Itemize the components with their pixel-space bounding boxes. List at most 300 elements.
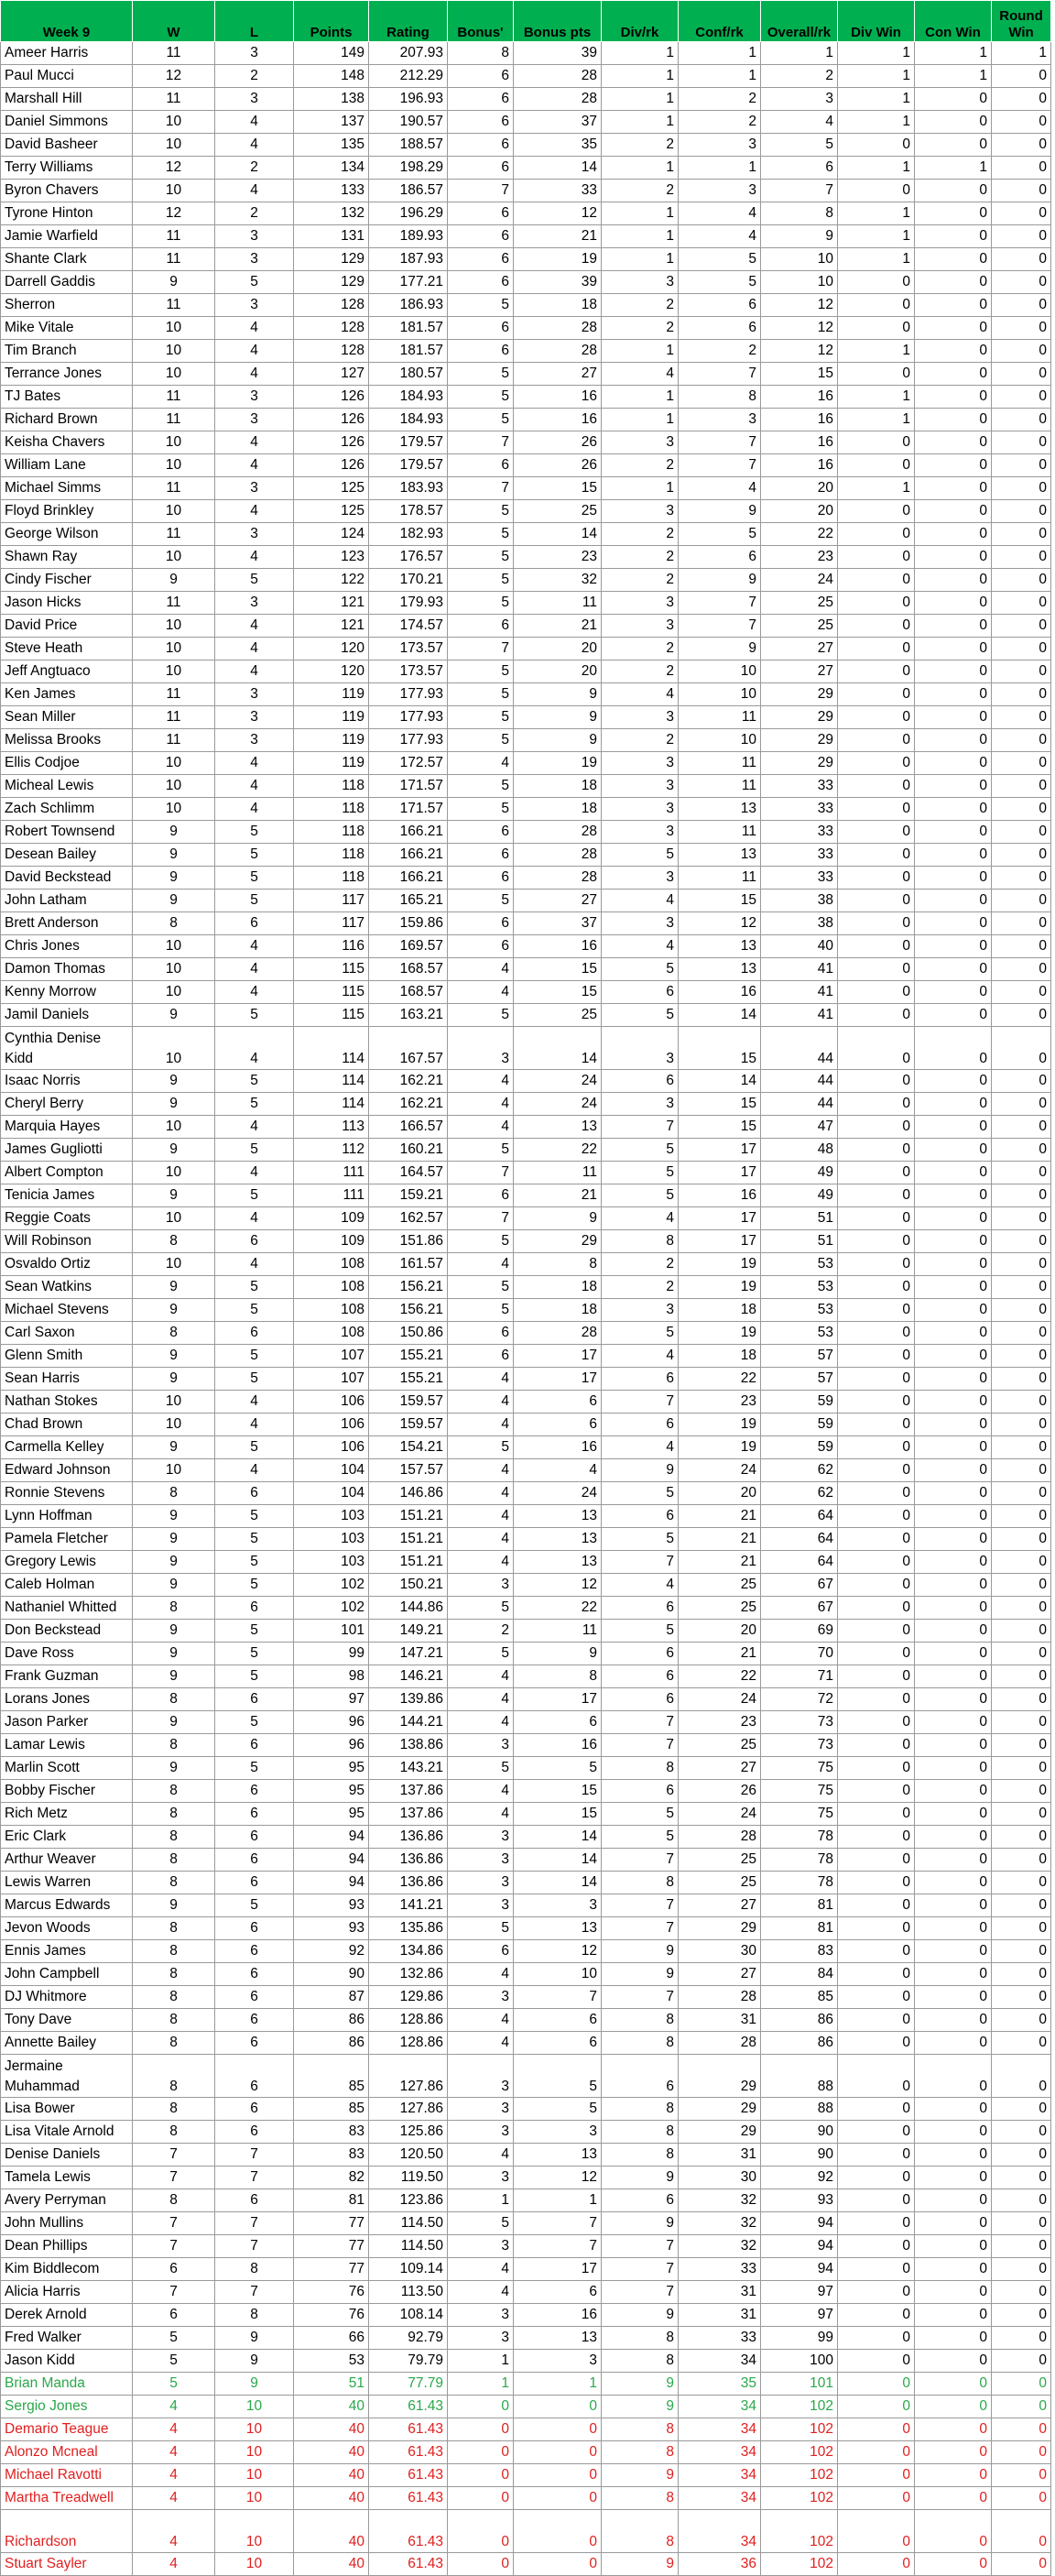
points-cell: 111 [294,1184,369,1207]
div-win-cell: 0 [838,2327,915,2350]
bonus-pts-cell: 11 [514,592,602,615]
bonus-pts-cell: 25 [514,1004,602,1027]
player-name-cell: Eric Clark [1,1826,133,1849]
round-win-cell: 0 [992,1849,1051,1872]
w-cell: 8 [133,2055,215,2098]
player-name-cell: Lorans Jones [1,1688,133,1711]
bonus-pts-cell: 22 [514,1139,602,1162]
div-win-cell: 0 [838,592,915,615]
div-win-cell: 0 [838,2464,915,2487]
player-name-cell: Ameer Harris [1,42,133,65]
rating-cell: 162.21 [369,1093,448,1116]
points-cell: 119 [294,752,369,775]
l-cell: 9 [215,2350,294,2373]
conf-rank-cell: 29 [679,2098,761,2121]
overall-rank-cell: 101 [761,2373,838,2396]
bonus-count-cell: 3 [448,2121,514,2144]
player-name-cell: Tenicia James [1,1184,133,1207]
l-cell: 5 [215,867,294,890]
div-win-cell: 1 [838,111,915,134]
div-win-cell: 1 [838,340,915,363]
conf-rank-cell: 2 [679,88,761,111]
div-win-cell: 0 [838,1276,915,1299]
round-win-cell: 0 [992,409,1051,431]
div-rank-cell: 9 [602,2304,679,2327]
div-rank-cell: 4 [602,935,679,958]
header-week: Week 9 [1,1,133,42]
round-win-cell: 0 [992,706,1051,729]
player-name-cell: Melissa Brooks [1,729,133,752]
points-cell: 94 [294,1826,369,1849]
div-win-cell: 0 [838,317,915,340]
overall-rank-cell: 33 [761,821,838,844]
bonus-count-cell: 6 [448,88,514,111]
l-cell: 5 [215,1436,294,1459]
div-win-cell: 0 [838,821,915,844]
bonus-count-cell: 7 [448,1162,514,1184]
con-win-cell: 0 [915,294,992,317]
round-win-cell: 0 [992,1734,1051,1757]
overall-rank-cell: 12 [761,317,838,340]
div-rank-cell: 7 [602,1551,679,1574]
con-win-cell: 0 [915,1322,992,1345]
bonus-pts-cell: 17 [514,1345,602,1368]
bonus-pts-cell: 6 [514,2281,602,2304]
player-name-cell: Derek Arnold [1,2304,133,2327]
div-win-cell: 0 [838,2396,915,2418]
bonus-count-cell: 4 [448,1482,514,1505]
l-cell: 10 [215,2510,294,2553]
round-win-cell: 0 [992,660,1051,683]
table-row [1,821,1051,844]
div-win-cell: 0 [838,2441,915,2464]
points-cell: 128 [294,294,369,317]
bonus-count-cell: 0 [448,2553,514,2576]
conf-rank-cell: 32 [679,2212,761,2235]
l-cell: 10 [215,2487,294,2510]
con-win-cell: 0 [915,1391,992,1414]
bonus-count-cell: 5 [448,546,514,569]
bonus-count-cell: 6 [448,821,514,844]
con-win-cell: 0 [915,1162,992,1184]
l-cell: 5 [215,1665,294,1688]
con-win-cell: 0 [915,2258,992,2281]
round-win-cell: 0 [992,2212,1051,2235]
div-win-cell: 0 [838,294,915,317]
round-win-cell: 0 [992,2441,1051,2464]
points-cell: 129 [294,271,369,294]
con-win-cell: 0 [915,363,992,386]
conf-rank-cell: 15 [679,1116,761,1139]
bonus-count-cell: 5 [448,1230,514,1253]
rating-cell: 166.57 [369,1116,448,1139]
round-win-cell: 0 [992,1597,1051,1620]
table-row [1,2189,1051,2212]
bonus-pts-cell: 19 [514,248,602,271]
con-win-cell: 0 [915,1986,992,2009]
header-con-win: Con Win [915,1,992,42]
overall-rank-cell: 53 [761,1276,838,1299]
div-win-cell: 0 [838,2189,915,2212]
div-win-cell: 0 [838,1345,915,1368]
bonus-pts-cell: 1 [514,2189,602,2212]
conf-rank-cell: 24 [679,1459,761,1482]
div-rank-cell: 8 [602,2350,679,2373]
overall-rank-cell: 23 [761,546,838,569]
l-cell: 6 [215,1917,294,1940]
div-rank-cell: 8 [602,2121,679,2144]
overall-rank-cell: 5 [761,134,838,157]
bonus-pts-cell: 14 [514,1872,602,1894]
div-win-cell: 1 [838,477,915,500]
round-win-cell: 0 [992,1459,1051,1482]
div-win-cell: 0 [838,1391,915,1414]
w-cell: 9 [133,1004,215,1027]
w-cell: 9 [133,1070,215,1093]
overall-rank-cell: 78 [761,1872,838,1894]
div-rank-cell: 3 [602,798,679,821]
conf-rank-cell: 32 [679,2189,761,2212]
overall-rank-cell: 90 [761,2144,838,2167]
w-cell: 9 [133,1757,215,1780]
bonus-count-cell: 3 [448,1734,514,1757]
round-win-cell: 0 [992,958,1051,981]
player-name-cell: Albert Compton [1,1162,133,1184]
bonus-count-cell: 4 [448,1665,514,1688]
div-win-cell: 0 [838,844,915,867]
bonus-pts-cell: 19 [514,752,602,775]
bonus-pts-cell: 4 [514,1459,602,1482]
round-win-cell: 0 [992,1574,1051,1597]
overall-rank-cell: 81 [761,1894,838,1917]
player-name-cell: William Lane [1,454,133,477]
con-win-cell: 0 [915,890,992,912]
div-win-cell: 0 [838,363,915,386]
rating-cell: 170.21 [369,569,448,592]
overall-rank-cell: 97 [761,2304,838,2327]
con-win-cell: 0 [915,386,992,409]
con-win-cell: 0 [915,1093,992,1116]
points-cell: 120 [294,638,369,660]
bonus-pts-cell: 15 [514,981,602,1004]
points-cell: 76 [294,2304,369,2327]
l-cell: 4 [215,454,294,477]
points-cell: 126 [294,386,369,409]
overall-rank-cell: 78 [761,1849,838,1872]
header-bonus-count: Bonus' [448,1,514,42]
rating-cell: 161.57 [369,1253,448,1276]
w-cell: 7 [133,2235,215,2258]
rating-cell: 61.43 [369,2553,448,2576]
table-row [1,2418,1051,2441]
overall-rank-cell: 7 [761,180,838,202]
overall-rank-cell: 20 [761,477,838,500]
overall-rank-cell: 41 [761,1004,838,1027]
w-cell: 10 [133,546,215,569]
round-win-cell: 0 [992,775,1051,798]
con-win-cell: 0 [915,958,992,981]
table-row [1,88,1051,111]
con-win-cell: 0 [915,1414,992,1436]
points-cell: 108 [294,1299,369,1322]
div-rank-cell: 6 [602,1070,679,1093]
table-row [1,1528,1051,1551]
l-cell: 6 [215,1803,294,1826]
player-name-cell: Frank Guzman [1,1665,133,1688]
w-cell: 10 [133,317,215,340]
player-name-cell: Marlin Scott [1,1757,133,1780]
w-cell: 5 [133,2373,215,2396]
bonus-pts-cell: 8 [514,1665,602,1688]
l-cell: 3 [215,523,294,546]
overall-rank-cell: 90 [761,2121,838,2144]
div-rank-cell: 8 [602,1872,679,1894]
conf-rank-cell: 28 [679,1986,761,2009]
div-rank-cell: 3 [602,431,679,454]
rating-cell: 155.21 [369,1345,448,1368]
rating-cell: 183.93 [369,477,448,500]
div-win-cell: 0 [838,2487,915,2510]
overall-rank-cell: 75 [761,1780,838,1803]
round-win-cell: 0 [992,546,1051,569]
table-row [1,1345,1051,1368]
bonus-count-cell: 4 [448,1253,514,1276]
div-win-cell: 0 [838,2418,915,2441]
div-rank-cell: 6 [602,1780,679,1803]
points-cell: 40 [294,2441,369,2464]
bonus-count-cell: 5 [448,386,514,409]
l-cell: 6 [215,1734,294,1757]
l-cell: 4 [215,431,294,454]
bonus-pts-cell: 5 [514,1757,602,1780]
con-win-cell: 0 [915,660,992,683]
w-cell: 11 [133,386,215,409]
player-name-cell: Carmella Kelley [1,1436,133,1459]
bonus-pts-cell: 27 [514,363,602,386]
rating-cell: 92.79 [369,2327,448,2350]
w-cell: 8 [133,1322,215,1345]
l-cell: 4 [215,615,294,638]
points-cell: 87 [294,1986,369,2009]
bonus-pts-cell: 13 [514,1505,602,1528]
rating-cell: 151.21 [369,1528,448,1551]
bonus-pts-cell: 6 [514,2032,602,2055]
bonus-count-cell: 3 [448,2327,514,2350]
div-rank-cell: 5 [602,1620,679,1643]
rating-cell: 177.21 [369,271,448,294]
div-rank-cell: 4 [602,1436,679,1459]
round-win-cell: 0 [992,1872,1051,1894]
w-cell: 8 [133,1230,215,1253]
round-win-cell: 0 [992,1528,1051,1551]
points-cell: 125 [294,500,369,523]
bonus-pts-cell: 15 [514,958,602,981]
table-row [1,2281,1051,2304]
overall-rank-cell: 25 [761,615,838,638]
bonus-count-cell: 5 [448,890,514,912]
con-win-cell: 0 [915,1917,992,1940]
points-cell: 98 [294,1665,369,1688]
table-row [1,477,1051,500]
w-cell: 9 [133,1368,215,1391]
w-cell: 11 [133,592,215,615]
conf-rank-cell: 31 [679,2009,761,2032]
bonus-pts-cell: 6 [514,2009,602,2032]
l-cell: 4 [215,752,294,775]
w-cell: 10 [133,660,215,683]
div-win-cell: 0 [838,1551,915,1574]
round-win-cell: 0 [992,1505,1051,1528]
table-row [1,2121,1051,2144]
w-cell: 6 [133,2258,215,2281]
con-win-cell: 0 [915,317,992,340]
conf-rank-cell: 3 [679,409,761,431]
div-rank-cell: 5 [602,1826,679,1849]
rating-cell: 163.21 [369,1004,448,1027]
conf-rank-cell: 13 [679,958,761,981]
rating-cell: 159.57 [369,1414,448,1436]
div-rank-cell: 3 [602,500,679,523]
conf-rank-cell: 1 [679,65,761,88]
conf-rank-cell: 10 [679,660,761,683]
points-cell: 109 [294,1207,369,1230]
div-win-cell: 0 [838,1004,915,1027]
bonus-count-cell: 5 [448,660,514,683]
bonus-count-cell: 6 [448,134,514,157]
con-win-cell: 0 [915,2121,992,2144]
con-win-cell: 1 [915,42,992,65]
points-cell: 111 [294,1162,369,1184]
con-win-cell: 0 [915,798,992,821]
table-row [1,729,1051,752]
player-name-cell: Desean Bailey [1,844,133,867]
bonus-pts-cell: 17 [514,2258,602,2281]
w-cell: 9 [133,1528,215,1551]
w-cell: 8 [133,1872,215,1894]
overall-rank-cell: 22 [761,523,838,546]
bonus-count-cell: 4 [448,752,514,775]
overall-rank-cell: 16 [761,431,838,454]
con-win-cell: 0 [915,1253,992,1276]
div-win-cell: 0 [838,1139,915,1162]
overall-rank-cell: 78 [761,1826,838,1849]
bonus-pts-cell: 14 [514,1849,602,1872]
overall-rank-cell: 12 [761,294,838,317]
points-cell: 114 [294,1070,369,1093]
div-win-cell: 0 [838,615,915,638]
table-row [1,1643,1051,1665]
bonus-pts-cell: 28 [514,867,602,890]
rating-cell: 179.93 [369,592,448,615]
l-cell: 4 [215,111,294,134]
con-win-cell: 0 [915,2396,992,2418]
overall-rank-cell: 29 [761,706,838,729]
bonus-pts-cell: 35 [514,134,602,157]
points-cell: 129 [294,248,369,271]
bonus-pts-cell: 13 [514,2144,602,2167]
player-name-cell: Jamie Warfield [1,225,133,248]
con-win-cell: 0 [915,729,992,752]
div-rank-cell: 9 [602,1459,679,1482]
header-points: Points [294,1,369,42]
bonus-count-cell: 5 [448,592,514,615]
table-row [1,1162,1051,1184]
conf-rank-cell: 5 [679,523,761,546]
l-cell: 4 [215,180,294,202]
points-cell: 102 [294,1574,369,1597]
con-win-cell: 0 [915,1872,992,1894]
table-row [1,1436,1051,1459]
l-cell: 4 [215,935,294,958]
div-rank-cell: 3 [602,615,679,638]
points-cell: 40 [294,2510,369,2553]
conf-rank-cell: 24 [679,1688,761,1711]
rating-cell: 151.86 [369,1230,448,1253]
div-win-cell: 0 [838,1528,915,1551]
div-win-cell: 1 [838,409,915,431]
w-cell: 10 [133,454,215,477]
w-cell: 11 [133,248,215,271]
div-win-cell: 0 [838,1162,915,1184]
bonus-count-cell: 8 [448,42,514,65]
div-win-cell: 0 [838,775,915,798]
rating-cell: 109.14 [369,2258,448,2281]
table-row [1,1276,1051,1299]
points-cell: 93 [294,1917,369,1940]
table-row [1,2553,1051,2576]
round-win-cell: 0 [992,2418,1051,2441]
player-name-cell: Cindy Fischer [1,569,133,592]
con-win-cell: 0 [915,2464,992,2487]
bonus-count-cell: 6 [448,844,514,867]
conf-rank-cell: 16 [679,1184,761,1207]
bonus-count-cell: 3 [448,2055,514,2098]
bonus-pts-cell: 14 [514,1826,602,1849]
bonus-count-cell: 3 [448,1027,514,1070]
table-row [1,2032,1051,2055]
bonus-count-cell: 3 [448,2098,514,2121]
round-win-cell: 0 [992,1162,1051,1184]
con-win-cell: 0 [915,1894,992,1917]
round-win-cell: 0 [992,1368,1051,1391]
bonus-pts-cell: 0 [514,2418,602,2441]
div-rank-cell: 9 [602,2212,679,2235]
rating-cell: 173.57 [369,660,448,683]
bonus-count-cell: 0 [448,2396,514,2418]
bonus-pts-cell: 12 [514,1574,602,1597]
div-win-cell: 0 [838,2055,915,2098]
con-win-cell: 0 [915,2098,992,2121]
bonus-pts-cell: 20 [514,638,602,660]
table-row [1,271,1051,294]
conf-rank-cell: 15 [679,1093,761,1116]
w-cell: 8 [133,1963,215,1986]
round-win-cell: 0 [992,1940,1051,1963]
player-name-cell: DJ Whitmore [1,1986,133,2009]
div-win-cell: 0 [838,1027,915,1070]
overall-rank-cell: 99 [761,2327,838,2350]
points-cell: 104 [294,1459,369,1482]
div-win-cell: 1 [838,42,915,65]
table-row [1,1734,1051,1757]
overall-rank-cell: 57 [761,1345,838,1368]
conf-rank-cell: 11 [679,706,761,729]
player-name-cell: Lisa Bower [1,2098,133,2121]
player-name-cell: Reggie Coats [1,1207,133,1230]
round-win-cell: 0 [992,1299,1051,1322]
overall-rank-cell: 20 [761,500,838,523]
div-win-cell: 1 [838,202,915,225]
